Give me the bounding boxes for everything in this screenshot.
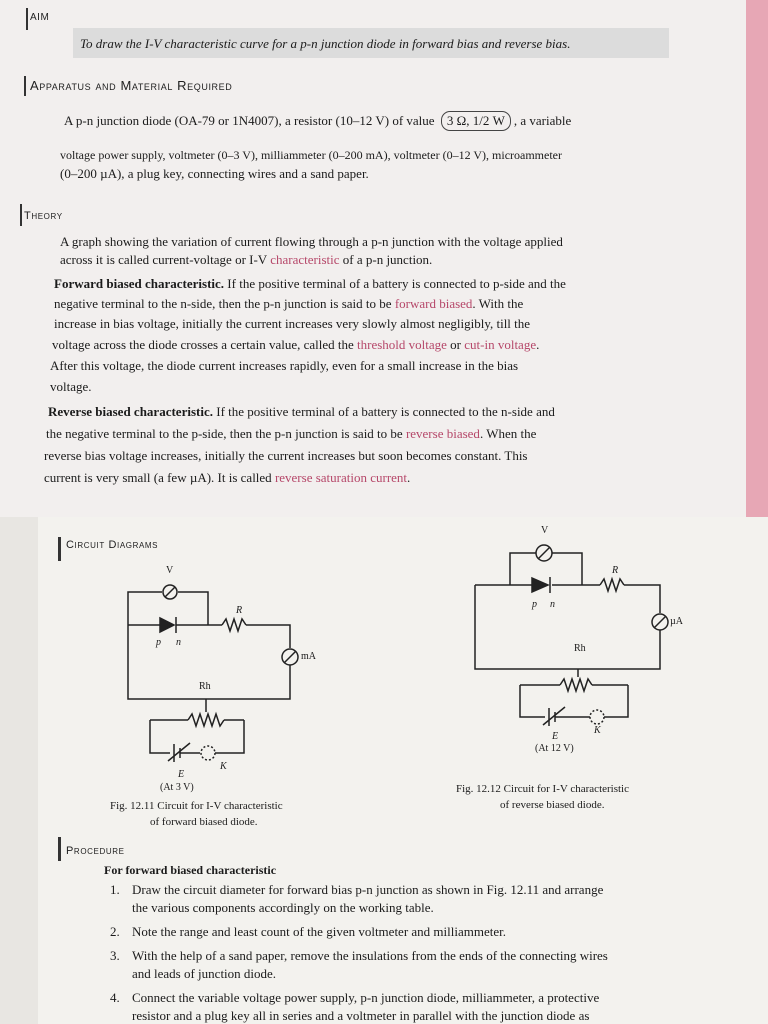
procedure-step: the various components accordingly on the working table. bbox=[132, 900, 434, 915]
apparatus-line-1: A p-n junction diode (OA-79 or 1N4007), a resistor (10–12 V) of value 3 Ω, 1/2 W , a variable bbox=[64, 111, 571, 131]
theory-line: current is very small (a few µA). It is called reverse saturation current. bbox=[44, 470, 411, 485]
fig1-supply: (At 3 V) bbox=[160, 782, 194, 793]
fig1-label-e: E bbox=[178, 769, 185, 780]
resistor-icon bbox=[222, 619, 246, 631]
fig2-label-rh: Rh bbox=[574, 643, 586, 654]
diode-icon bbox=[160, 618, 174, 632]
fig2-caption: of reverse biased diode. bbox=[500, 799, 605, 811]
procedure-step-number: 1. bbox=[110, 882, 120, 897]
fig1-label-ma: mA bbox=[301, 651, 316, 662]
theory-line: increase in bias voltage, initially the current increases very slowly almost negligibly, till the bbox=[54, 316, 531, 331]
fig1-label-rh: Rh bbox=[199, 681, 211, 692]
theory-line: reverse bias voltage increases, initially the current increases but soon becomes constant. This bbox=[44, 448, 528, 463]
theory-line: the negative terminal to the p-side, then the p-n junction is said to be reverse biased. When the bbox=[46, 426, 537, 441]
fig2-supply: (At 12 V) bbox=[535, 743, 574, 754]
theory-line: voltage across the diode crosses a certain value, called the threshold voltage or cut-in voltage. bbox=[52, 337, 540, 352]
fig2-label-r: R bbox=[612, 565, 619, 576]
procedure-step: Note the range and least count of the given voltmeter and milliammeter. bbox=[132, 924, 506, 939]
fig2-label-ua: µA bbox=[670, 616, 683, 627]
reverse-paragraph: Reverse biased characteristic. If the positive terminal of a battery is connected to the n-side and bbox=[48, 404, 555, 419]
rheostat-icon bbox=[560, 679, 592, 691]
fig2-label-e: E bbox=[552, 731, 559, 742]
reverse-circuit bbox=[475, 545, 668, 726]
procedure-step-number: 3. bbox=[110, 948, 120, 963]
fig1-label-p: p bbox=[156, 637, 161, 648]
forward-circuit bbox=[128, 585, 298, 762]
aim-tag: AIM bbox=[30, 12, 49, 23]
aim-text: To draw the I-V characteristic curve for a p-n junction diode in forward bias and reverse bias. bbox=[80, 36, 571, 51]
forward-paragraph: Forward biased characteristic. If the positive terminal of a battery is connected to p-side and the bbox=[54, 276, 566, 291]
theory-line: A graph showing the variation of current flowing through a p-n junction with the voltage applied bbox=[60, 234, 563, 249]
apparatus-line-3: (0–200 µA), a plug key, connecting wires and a sand paper. bbox=[60, 166, 369, 181]
theory-line: across it is called current-voltage or I-V characteristic of a p-n junction. bbox=[60, 252, 433, 267]
rheostat-icon bbox=[188, 714, 224, 726]
theory-line: negative terminal to the n-side, then the p-n junction is said to be forward biased. With the bbox=[54, 296, 524, 311]
plug-key-icon bbox=[201, 746, 215, 760]
procedure-step: With the help of a sand paper, remove the insulations from the ends of the connecting wires bbox=[132, 948, 608, 963]
resistor-icon bbox=[600, 579, 624, 591]
procedure-subheading: For forward biased characteristic bbox=[104, 863, 277, 877]
fig1-label-n: n bbox=[176, 637, 181, 648]
resistor-value: 3 Ω, 1/2 W bbox=[441, 111, 511, 131]
fig2-label-k: K bbox=[594, 725, 601, 736]
fig2-label-p: p bbox=[532, 599, 537, 610]
procedure-step: Connect the variable voltage power supply, p-n junction diode, milliammeter, a protective bbox=[132, 990, 600, 1005]
procedure-heading: Procedure bbox=[66, 845, 125, 857]
fig1-caption: Fig. 12.11 Circuit for I-V characteristic bbox=[110, 800, 283, 812]
theory-line: voltage. bbox=[50, 379, 92, 394]
procedure-step: and leads of junction diode. bbox=[132, 966, 277, 981]
circuit-page bbox=[0, 517, 768, 1024]
apparatus-heading: Apparatus and Material Required bbox=[30, 78, 233, 93]
theory-heading: Theory bbox=[24, 210, 63, 222]
apparatus-line-2: voltage power supply, voltmeter (0–3 V), milliammeter (0–200 mA), voltmeter (0–12 V), microammeter bbox=[60, 148, 562, 162]
fig2-label-v: V bbox=[541, 525, 549, 536]
fig1-label-k: K bbox=[220, 761, 227, 772]
theory-line: After this voltage, the diode current increases rapidly, even for a small increase in the bias bbox=[50, 358, 519, 373]
procedure-step: Draw the circuit diameter for forward bias p-n junction as shown in Fig. 12.11 and arrange bbox=[132, 882, 604, 897]
diode-icon bbox=[532, 578, 548, 592]
plug-key-icon bbox=[590, 710, 604, 724]
fig2-caption: Fig. 12.12 Circuit for I-V characteristic bbox=[456, 783, 629, 795]
circuit-heading: Circuit Diagrams bbox=[66, 539, 159, 551]
fig2-label-n: n bbox=[550, 599, 555, 610]
procedure-step-number: 4. bbox=[110, 990, 120, 1005]
procedure-step-number: 2. bbox=[110, 924, 120, 939]
fig1-caption: of forward biased diode. bbox=[150, 816, 258, 828]
fig1-label-v: V bbox=[166, 565, 174, 576]
procedure-step: resistor and a plug key all in series and a voltmeter in parallel with the junction diode as bbox=[132, 1008, 590, 1023]
fig1-label-r: R bbox=[236, 605, 243, 616]
